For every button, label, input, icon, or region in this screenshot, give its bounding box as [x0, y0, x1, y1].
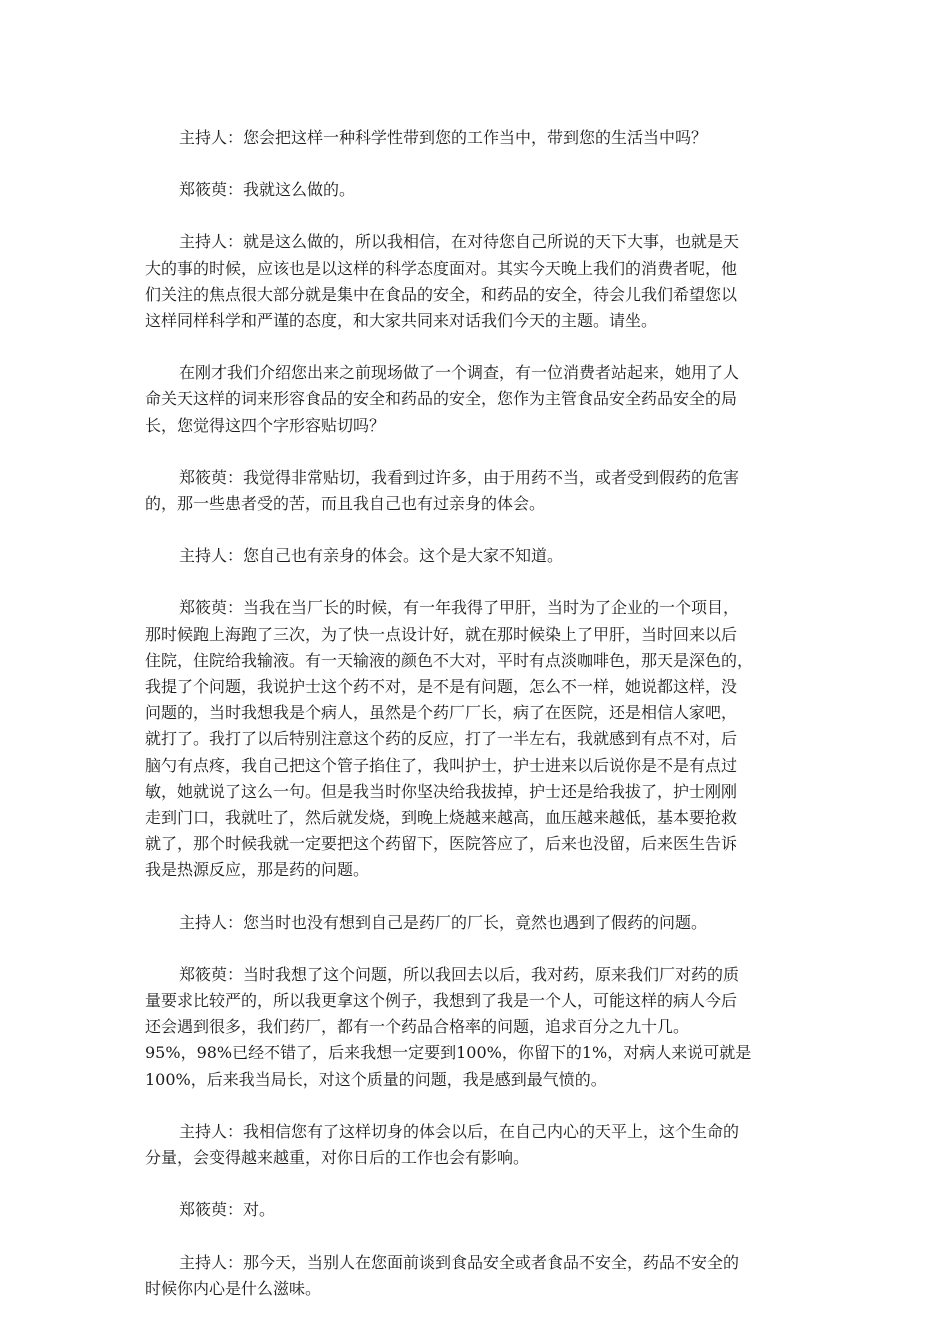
paragraph — [145, 465, 805, 517]
text-line: 们关注的焦点很大部分就是集中在食品的安全，和药品的安全，待会儿我们希望您以 — [145, 284, 738, 304]
text-line: 郑筱萸：当时我想了这个问题，所以我回去以后，我对药，原来我们厂对药的质 — [179, 964, 740, 984]
text-line: 主持人：您自己也有亲身的体会。这个是大家不知道。 — [179, 546, 564, 566]
text-line: 在刚才我们介绍您出来之前现场做了一个调查，有一位消费者站起来，她用了人 — [179, 363, 740, 383]
text-line: 走到门口，我就吐了，然后就发烧，到晚上烧越来越高，血压越来越低，基本要抢救 — [145, 808, 738, 828]
text-line: 郑筱萸：当我在当厂长的时候，有一年我得了甲肝，当时为了企业的一个项目， — [179, 598, 740, 618]
text-line: 100%，后来我当局长，对这个质量的问题，我是感到最气愤的。 — [145, 1069, 607, 1089]
text-line: 郑筱萸：我觉得非常贴切，我看到过许多，由于用药不当，或者受到假药的危害 — [179, 467, 740, 487]
text-line: 主持人：您会把这样一种科学性带到您的工作当中，带到您的生活当中吗？ — [179, 128, 708, 147]
paragraph — [145, 1119, 805, 1171]
text-line: 95%，98%已经不错了，后来我想一定要到100%，你留下的1%，对病人来说可就是 — [145, 1043, 752, 1063]
text-line: 分量，会变得越来越重，对你日后的工作也会有影响。 — [145, 1148, 530, 1168]
paragraph — [145, 543, 805, 569]
paragraph — [145, 595, 805, 883]
text-line: 时候你内心是什么滋味。 — [145, 1278, 322, 1298]
text-line: 主持人：那今天，当别人在您面前谈到食品安全或者食品不安全，药品不安全的 — [179, 1252, 740, 1272]
text-line: 那时候跑上海跑了三次，为了快一点设计好，就在那时候染上了甲肝，当时回来以后 — [145, 624, 738, 644]
paragraph — [145, 177, 805, 203]
text-line: 问题的，当时我想我是个病人，虽然是个药厂厂长，病了在医院，还是相信人家吧， — [145, 703, 738, 723]
text-line: 就了，那个时候我就一定要把这个药留下，医院答应了，后来也没留，后来医生告诉 — [145, 834, 738, 854]
text-line: 就打了。我打了以后特别注意这个药的反应，打了一半左右，我就感到有点不对，后 — [145, 729, 738, 749]
paragraph — [145, 360, 805, 439]
text-line: 命关天这样的词来形容食品的安全和药品的安全，您作为主管食品安全药品安全的局 — [145, 389, 738, 409]
text-line: 大的事的时候，应该也是以这样的科学态度面对。其实今天晚上我们的消费者呢，他 — [145, 258, 738, 278]
text-line: 敏，她就说了这么一句。但是我当时你坚决给我拔掉，护士还是给我拔了，护士刚刚 — [145, 781, 738, 801]
text-line: 主持人：我相信您有了这样切身的体会以后，在自己内心的天平上，这个生命的 — [179, 1121, 740, 1141]
paragraph — [145, 229, 805, 334]
text-line: 还会遇到很多，我们药厂，都有一个药品合格率的问题，追求百分之九十几。 — [145, 1017, 690, 1037]
paragraph — [145, 962, 805, 1093]
paragraph — [145, 910, 805, 936]
text-line: 主持人：您当时也没有想到自己是药厂的厂长，竟然也遇到了假药的问题。 — [179, 912, 708, 932]
paragraph — [145, 1197, 805, 1223]
text-line: 我是热源反应，那是药的问题。 — [145, 860, 370, 880]
text-line: 郑筱萸：我就这么做的。 — [179, 180, 356, 200]
text-line: 住院，住院给我输液。有一天输液的颜色不大对，平时有点淡咖啡色，那天是深色的， — [145, 650, 754, 670]
text-line: 量要求比较严的，所以我更拿这个例子，我想到了我是一个人，可能这样的病人今后 — [145, 991, 738, 1011]
text-line: 郑筱萸：对。 — [179, 1200, 276, 1220]
text-line: 我提了个问题，我说护士这个药不对，是不是有问题，怎么不一样，她说都这样，没 — [145, 677, 738, 697]
paragraph — [145, 125, 805, 151]
text-line: 这样同样科学和严谨的态度，和大家共同来对话我们今天的主题。请坐。 — [145, 311, 658, 331]
text-line: 长，您觉得这四个字形容贴切吗？ — [145, 415, 386, 435]
document-page — [145, 125, 805, 1328]
paragraph — [145, 1250, 805, 1302]
text-line: 主持人：就是这么做的，所以我相信，在对待您自己所说的天下大事，也就是天 — [179, 232, 740, 252]
text-line: 脑勺有点疼，我自己把这个管子掐住了，我叫护士，护士进来以后说你是不是有点过 — [145, 755, 738, 775]
text-line: 的，那一些患者受的苦，而且我自己也有过亲身的体会。 — [145, 494, 546, 514]
